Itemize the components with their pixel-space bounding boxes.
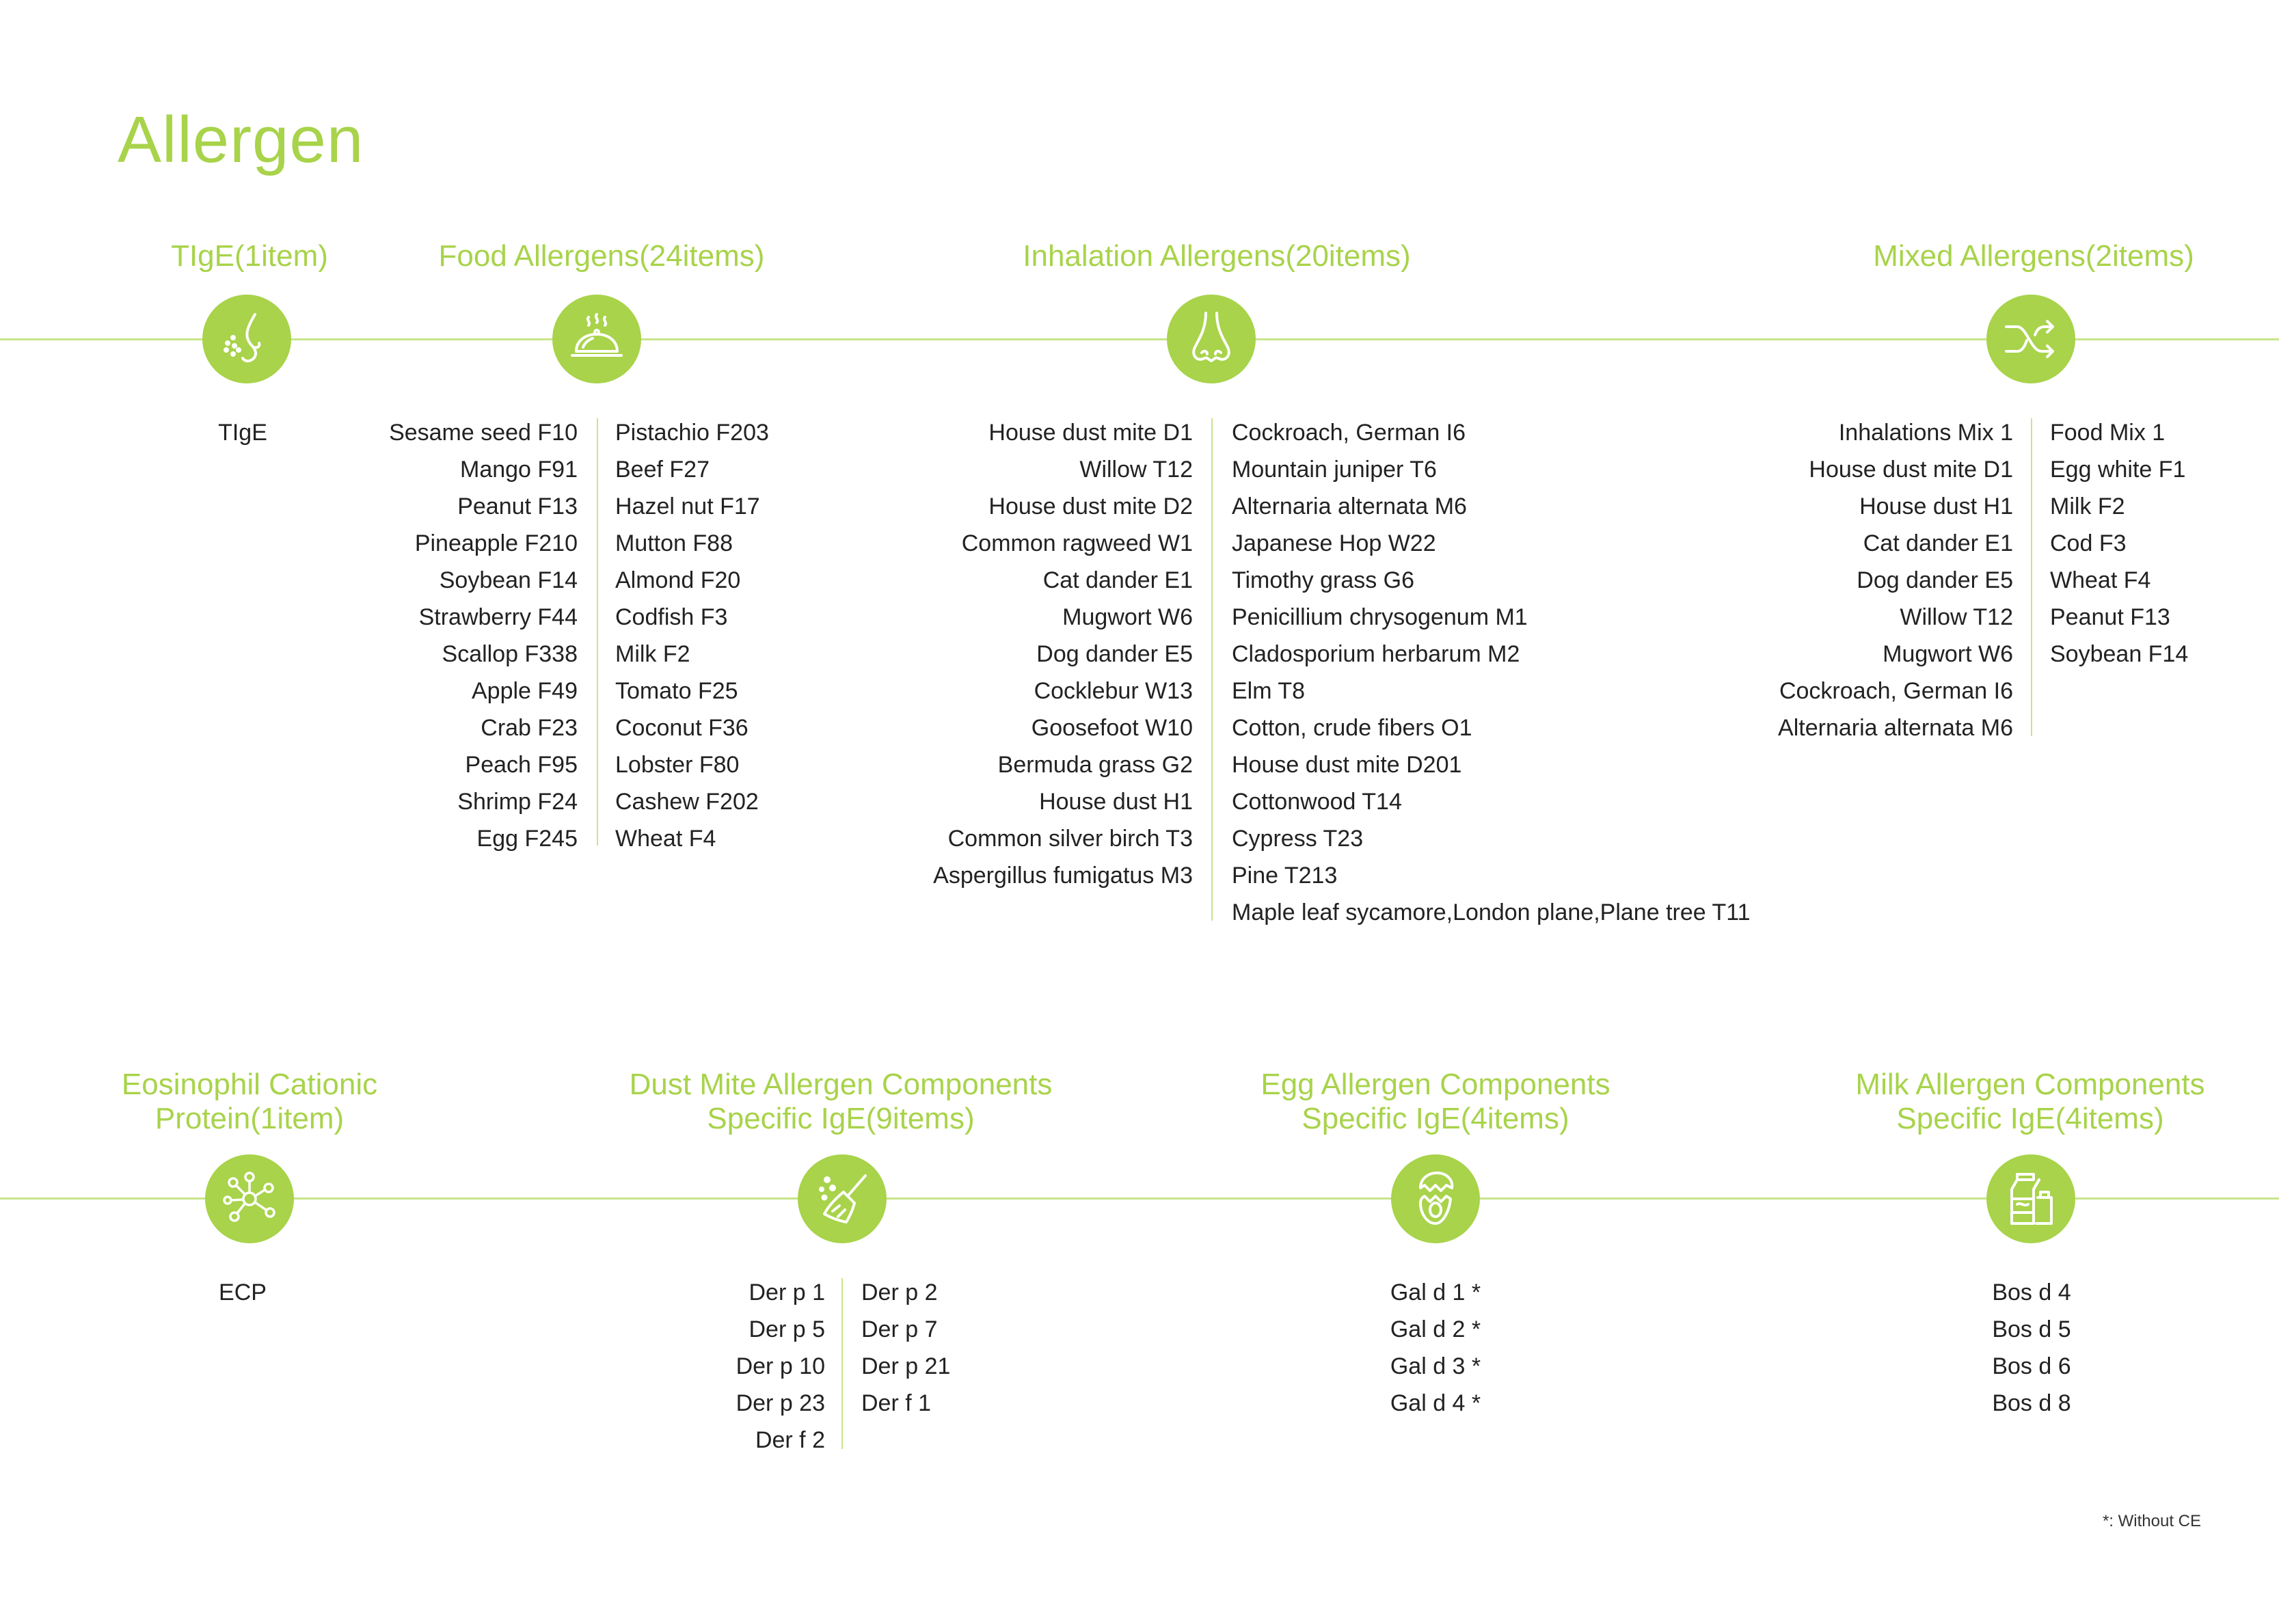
list-item: Codfish F3: [615, 604, 728, 630]
list-item: Cat dander E1: [1863, 530, 2013, 556]
list-item: Shrimp F24: [457, 789, 578, 815]
list-item: Timothy grass G6: [1232, 567, 1415, 593]
inhalation-list-right: [1232, 414, 1751, 931]
ecp-heading-line2: Protein(1item): [154, 1102, 345, 1135]
egg-heading: [1196, 1068, 1675, 1136]
list-item: House dust H1: [1039, 789, 1193, 815]
list-item: Cockroach, German I6: [1232, 420, 1466, 446]
tige-heading: TIgE(1item): [171, 239, 328, 273]
list-item: Maple leaf sycamore,London plane,Plane tree T11: [1232, 899, 1751, 925]
list-item: Aspergillus fumigatus M3: [933, 863, 1193, 889]
list-item: Inhalations Mix 1: [1838, 420, 2013, 446]
list-item: Japanese Hop W22: [1232, 530, 1436, 556]
list-item: Der p 2: [861, 1280, 938, 1305]
list-item: House dust mite D1: [988, 420, 1193, 446]
list-item: House dust mite D1: [1809, 457, 2013, 483]
row1-divider-line: [0, 338, 2279, 340]
mixed-column-divider: [2031, 418, 2032, 736]
list-item: Strawberry F44: [418, 604, 578, 630]
list-item: Wheat F4: [615, 826, 716, 852]
list-item: TIgE: [218, 420, 267, 446]
list-item: Der p 10: [736, 1353, 825, 1379]
list-item: Apple F49: [472, 678, 578, 704]
list-item: Cocklebur W13: [1034, 678, 1193, 704]
list-item: Bos d 6: [1992, 1353, 2071, 1379]
food-heading: Food Allergens(24items): [438, 239, 765, 273]
list-item: Scallop F338: [442, 641, 578, 667]
list-item: Goosefoot W10: [1031, 715, 1193, 741]
list-item: Almond F20: [615, 567, 741, 593]
list-item: Mountain juniper T6: [1232, 457, 1437, 483]
list-item: Bermuda grass G2: [997, 752, 1193, 778]
molecule-icon: [205, 1154, 294, 1243]
list-item: Coconut F36: [615, 715, 749, 741]
egg-list: [1333, 1274, 1538, 1422]
list-item: Bos d 8: [1992, 1390, 2071, 1416]
list-item: Der p 21: [861, 1353, 951, 1379]
list-item: Mango F91: [460, 457, 578, 483]
list-item: Cotton, crude fibers O1: [1232, 715, 1472, 741]
list-item: Cat dander E1: [1042, 567, 1193, 593]
ecp-list: [174, 1274, 311, 1311]
cracked-egg-icon: [1391, 1154, 1480, 1243]
list-item: Der p 1: [749, 1280, 825, 1305]
list-item: Pine T213: [1232, 863, 1338, 889]
food-column-divider: [597, 418, 598, 845]
list-item: Gal d 4 *: [1390, 1390, 1481, 1416]
milk-carton-icon: [1986, 1154, 2075, 1243]
milk-list: [1929, 1274, 2134, 1422]
nose-icon: [202, 295, 291, 383]
mixed-list-left: [1695, 414, 2013, 746]
list-item: Der p 7: [861, 1316, 938, 1342]
list-item: Alternaria alternata M6: [1778, 715, 2013, 741]
broom-icon: [798, 1154, 887, 1243]
footnote: *: Without CE: [2102, 1512, 2201, 1530]
nose-front-icon: [1167, 295, 1256, 383]
mixed-heading: Mixed Allergens(2items): [1873, 239, 2194, 273]
egg-heading-line1: Egg Allergen Components: [1260, 1068, 1610, 1101]
list-item: Egg F245: [476, 826, 578, 852]
list-item: Beef F27: [615, 457, 710, 483]
dustmite-list-right: [861, 1274, 950, 1422]
dustmite-heading-line2: Specific IgE(9items): [707, 1102, 975, 1135]
food-list-left: [328, 414, 578, 857]
list-item: Cottonwood T14: [1232, 789, 1402, 815]
dustmite-heading-line1: Dust Mite Allergen Components: [629, 1068, 1053, 1101]
ecp-heading-line1: Eosinophil Cationic: [121, 1068, 378, 1101]
shuffle-icon: [1986, 295, 2075, 383]
list-item: Dog dander E5: [1036, 641, 1193, 667]
list-item: Common ragweed W1: [961, 530, 1193, 556]
list-item: Soybean F14: [439, 567, 578, 593]
list-item: Der p 5: [749, 1316, 825, 1342]
list-item: Wheat F4: [2050, 567, 2151, 593]
list-item: Gal d 1 *: [1390, 1280, 1481, 1305]
milk-heading-line2: Specific IgE(4items): [1896, 1102, 2164, 1135]
inhalation-heading: Inhalation Allergens(20items): [1023, 239, 1411, 273]
list-item: Tomato F25: [615, 678, 738, 704]
dustmite-column-divider: [841, 1278, 843, 1449]
list-item: Bos d 4: [1992, 1280, 2071, 1305]
food-list-right: [615, 414, 769, 857]
list-item: Willow T12: [1079, 457, 1193, 483]
food-cloche-icon: [552, 295, 641, 383]
list-item: House dust mite D201: [1232, 752, 1462, 778]
ecp-heading: [82, 1068, 417, 1136]
list-item: Dog dander E5: [1857, 567, 2013, 593]
list-item: Mutton F88: [615, 530, 733, 556]
dustmite-heading: [588, 1068, 1094, 1136]
list-item: Der f 1: [861, 1390, 932, 1416]
list-item: Cockroach, German I6: [1779, 678, 2013, 704]
list-item: Penicillium chrysogenum M1: [1232, 604, 1528, 630]
list-item: Pineapple F210: [414, 530, 578, 556]
list-item: Sesame seed F10: [389, 420, 578, 446]
list-item: Der f 2: [755, 1427, 825, 1453]
list-item: Milk F2: [615, 641, 690, 667]
inhalation-column-divider: [1211, 418, 1213, 921]
tige-list: [174, 414, 311, 451]
list-item: Bos d 5: [1992, 1316, 2071, 1342]
dustmite-list-left: [684, 1274, 825, 1459]
milk-heading-line1: Milk Allergen Components: [1855, 1068, 2205, 1101]
list-item: Hazel nut F17: [615, 493, 760, 519]
list-item: Peach F95: [465, 752, 578, 778]
list-item: Crab F23: [481, 715, 578, 741]
list-item: Gal d 2 *: [1390, 1316, 1481, 1342]
egg-heading-line2: Specific IgE(4items): [1302, 1102, 1569, 1135]
list-item: Cypress T23: [1232, 826, 1364, 852]
list-item: House dust H1: [1859, 493, 2013, 519]
list-item: Peanut F13: [2050, 604, 2170, 630]
list-item: ECP: [219, 1280, 267, 1305]
list-item: Cladosporium herbarum M2: [1232, 641, 1520, 667]
page-title: Allergen: [118, 103, 364, 176]
inhalation-list-left: [854, 414, 1193, 894]
row2-divider-line: [0, 1197, 2279, 1200]
list-item: Egg white F1: [2050, 457, 2186, 483]
list-item: Der p 23: [736, 1390, 825, 1416]
list-item: Soybean F14: [2050, 641, 2189, 667]
list-item: Willow T12: [1900, 604, 2013, 630]
list-item: Milk F2: [2050, 493, 2125, 519]
milk-heading: [1791, 1068, 2269, 1136]
list-item: Food Mix 1: [2050, 420, 2166, 446]
list-item: Lobster F80: [615, 752, 740, 778]
list-item: Alternaria alternata M6: [1232, 493, 1467, 519]
mixed-list-right: [2050, 414, 2188, 673]
list-item: Common silver birch T3: [947, 826, 1193, 852]
list-item: Mugwort W6: [1062, 604, 1193, 630]
list-item: Cashew F202: [615, 789, 759, 815]
list-item: Gal d 3 *: [1390, 1353, 1481, 1379]
list-item: Elm T8: [1232, 678, 1306, 704]
list-item: Peanut F13: [457, 493, 578, 519]
list-item: House dust mite D2: [988, 493, 1193, 519]
list-item: Pistachio F203: [615, 420, 769, 446]
list-item: Mugwort W6: [1883, 641, 2013, 667]
list-item: Cod F3: [2050, 530, 2127, 556]
